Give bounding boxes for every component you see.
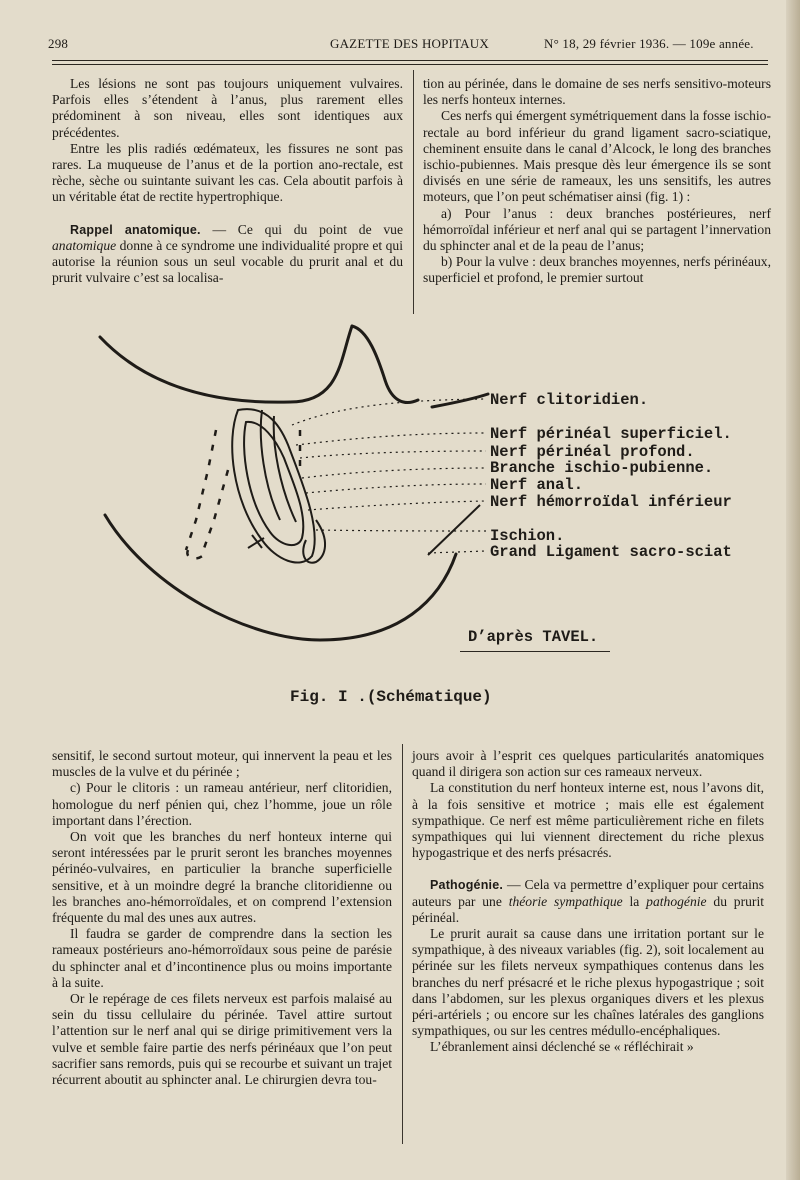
paragraph: jours avoir à l’esprit ces quelques particularités anatomiques quand il dirigera son action sur ces rameaux nerveux. [412,748,764,780]
figure-label-perineal-superficiel: Nerf périnéal superficiel. [490,425,732,443]
figure-label-ligament: Grand Ligament sacro-sciat [490,543,732,561]
header-rule [52,60,768,61]
column-rule [402,744,403,1144]
page-binding-edge [786,0,800,1180]
column-rule [413,70,414,314]
paragraph: La constitution du nerf honteux interne est, nous l’avons dit, à la fois sensitive et motrice ; mais elle est également sympathique. Ce nerf est même particulièrement riche en filets sympathiques qui lui viennent directement du riche plexus hypogastrique et des nerfs présacrés. [412,780,764,861]
figure-label-perineal-profond: Nerf périnéal profond. [490,443,695,461]
figure-caption: Fig. I .(Schématique) [290,688,492,706]
credit-underline [460,651,610,652]
paragraph: c) Pour le clitoris : un rameau antérieur, nerf clitoridien, homologue du nerf pénien qui, chez l’homme, joue un rôle important dans l’érection. [52,780,392,828]
perineum-sketch [232,409,325,563]
paragraph: Pathogénie. — Cela va permettre d’expliquer pour certains auteurs par une théorie sympathique la pathogénie du prurit périnéal. [412,877,765,925]
figure-label-ischio-pubienne: Branche ischio-pubienne. [490,459,714,477]
ligament-line [428,505,480,555]
paragraph: On voit que les branches du nerf honteux interne qui seront intéressées par le prurit seront les branches moyennes périnéo-vulvaires, en particulier la branche superficielle sensitive, et à un moindre degré la branche clitoridienne ou les branches ano-hémorroïdales, et on comprend l’extension fréquente du mal des unes aux autres. [52,829,392,926]
figure-outline-bottom [105,515,456,640]
figure-outline-top [100,326,352,402]
figure-label-ischion: Ischion. [490,527,565,545]
anatomical-figure [0,320,800,740]
paragraph: sensitif, le second surtout moteur, qui innervent la peau et les muscles de la vulve et du périnée ; [52,748,392,780]
bottom-right-column [412,748,764,1056]
paragraph: Il faudra se garder de comprendre dans la section les rameaux postérieurs ano-hémorroïdaux sous peine de parésie du sphincter anal et d’incontinence plus ou moins importante à la suite. [52,926,392,990]
figure-outline-notch [352,326,418,403]
paragraph: Les lésions ne sont pas toujours uniquement vulvaires. Parfois elles s’étendent à l’anus, plus rarement elles prédominent à son niveau, elles sont identiques aux précédentes. [52,76,403,140]
figure-label-nerf-anal: Nerf anal. [490,476,584,494]
figure-credit: D’après TAVEL. [468,628,599,646]
figure-label-hemorroidal: Nerf hémorroïdal inférieur [490,493,732,511]
paragraph: Ces nerfs qui émergent symétriquement dans la fosse ischio-rectale au bord inférieur du grand ligament sacro-sciatique, cheminent ensuite dans le canal d’Alcock, le long des branches ischio-pubiennes. Mais presque dès leur émergence ils se sont divisés en une série de rameaux, les uns sensitifs, les autres moteurs, que l’on peut schématiser ainsi (fig. 1) : [423,108,771,205]
top-right-column [423,76,771,287]
bottom-left-column [52,748,392,1088]
ischio-pubic-dashes [186,430,300,559]
paragraph: tion au périnée, dans le domaine de ses nerfs sensitivo-moteurs les nerfs honteux internes. [423,76,771,108]
figure-label-nerf-clitoridien: Nerf clitoridien. [490,391,649,409]
page-number: 298 [48,36,69,51]
paragraph: Entre les plis radiés œdémateux, les fissures ne sont pas rares. La muqueuse de l’anus et de la portion ano-rectale, est rèche, sèche ou suintante suivant les cas. Cela aboutit parfois à un véritable état de rectite hypertrophique. [52,140,403,205]
top-left-column [52,76,403,286]
journal-title: GAZETTE DES HOPITAUX [330,36,489,51]
paragraph: Or le repérage de ces filets nerveux est parfois malaisé au sein du tissu cellulaire du périnée. Tavel attire surtout l’attention sur le nerf anal qui se dirige primitivement vers la vulve et semble faire partie des nerfs périnéaux que l’on peut sacrifier sans remords, puis qui se recourbe et suivant un trajet récurrent aboutit au sphincter anal. Le chirurgien devra tou- [52,991,392,1088]
paragraph: a) Pour l’anus : deux branches postérieures, nerf hémorroïdal inférieur et nerf anal qui se partagent l’innervation du sphincter anal et de la peau de l’anus; [423,205,771,254]
paragraph: Le prurit aurait sa cause dans une irritation portant sur le sympathique, à des niveaux variables (fig. 2), soit localement au périnée sur les filets nerveux sympathiques contenus dans les branches du nerf présacré et le riche plexus hypogastrique ; soit dans l’abdomen, sur les plexus organiques divers et les plexus péri-artériels ; ou encore sur les chaînes latérales des ganglions sympathiques, ou sur les centres médullo-encéphaliques. [412,926,764,1039]
section-heading: Rappel anatomique. [70,222,201,237]
section-heading: Pathogénie. [430,878,504,893]
paragraph: L’ébranlement ainsi déclenché se « réfléchirait » [430,1039,694,1055]
paragraph: b) Pour la vulve : deux branches moyennes, nerfs périnéaux, superficiel et profond, le premier surtout [423,254,771,286]
paragraph: Rappel anatomique. — Ce qui du point de vue anatomique donne à ce syndrome une individualité propre et qui autorise la réunion sous un seul vocable du prurit anal et du prurit vulvaire c’est sa localisa- [52,221,403,286]
issue-info: N° 18, 29 février 1936. — 109e année. [544,36,754,51]
header-rule-thin [52,64,768,65]
running-header [48,36,776,56]
